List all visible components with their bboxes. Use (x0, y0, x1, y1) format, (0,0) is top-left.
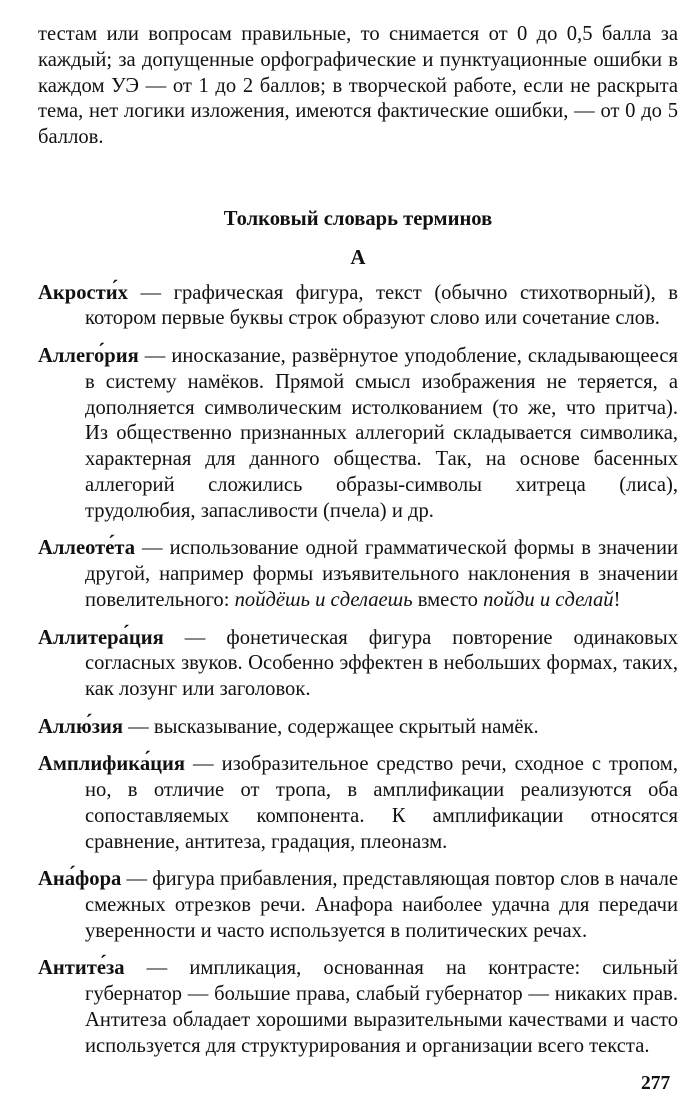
entry-term: Акрости́х (38, 281, 128, 304)
page-number: 277 (641, 1073, 671, 1094)
entry-example: пойдёшь и сделаешь (234, 588, 413, 611)
section-title: Толковый словарь терминов (223, 207, 493, 230)
entry-definition: — фонетическая фигура повторение одинаковых согласных звуков. Особенно эффектен в небольших формах, таких, как лозунг или заголовок. (85, 626, 678, 701)
entry-definition: — графическая фигура, текст (обычно стихотворный), в котором первые буквы строк образуют слово или сочетание слов. (85, 281, 678, 330)
entry-definition: — иносказание, развёрнутое уподобление, складывающееся в систему намёков. Прямой смысл изображения не теряется, а дополняется символическим истолкованием (то же, что притча). Из общественно признанных аллегорий складывается символика, характерная для данного общества. Так, на основе басенных аллегорий сложились образы-символы хитреца (лиса), трудолюбия, запасливости (пчела) и др. (85, 344, 678, 522)
glossary-entry-allyuziya (38, 715, 678, 741)
entry-term: Ана́фора (38, 868, 122, 891)
entry-term: Аллего́рия (38, 344, 139, 367)
entry-term: Антите́за (38, 957, 125, 980)
entry-term: Амплифика́ция (38, 753, 186, 776)
entry-definition: — фигура прибавления, представляющая повтор слов в начале смежных отрезков речи. Анафора наиболее удачна для передачи уверенности и часто используется в политических речах. (85, 868, 678, 942)
entry-definition: — изобразительное средство речи, сходное с тропом, но, в отличие от тропа, в амплификации реализуются оба сопоставляемых компонента. К амплификации относятся сравнение, антитеза, градация, плеоназм. (85, 753, 678, 853)
document-page (38, 22, 678, 1071)
entry-term: Аллитера́ция (38, 626, 164, 649)
glossary-entry-antiteza (38, 956, 678, 1059)
glossary-entry-amplifikatsiya (38, 752, 678, 855)
glossary-entry-allitератsiya (38, 626, 678, 703)
entry-definition: — импликация, основанная на контрасте: сильный губернатор — большие права, слабый губернатор — никаких прав. Антитеза обладает хорошими выразительными качествами и часто используется для структурирования и организации всего текста. (85, 957, 678, 1057)
intro-paragraph: тестам или вопросам правильные, то снимается от 0 до 0,5 балла за каждый; за допущенные орфографические и пунктуационные ошибки в каждом УЭ — от 1 до 2 баллов; в творческой работе, если не раскрыта тема, нет логики изложения, имеются фактические ошибки, — от 0 до 5 баллов. (38, 23, 678, 149)
entry-end: ! (613, 588, 621, 611)
entry-definition: — высказывание, содержащее скрытый намёк. (123, 715, 539, 738)
letter-heading: А (350, 244, 366, 269)
entry-definition: — использование одной грамматической формы в значении другой, например формы изъявительного наклонения в значении повелительного: (85, 537, 678, 611)
glossary-entry-allegoriya (38, 344, 678, 525)
entry-connector: вместо (412, 588, 484, 611)
entry-term: Аллю́зия (38, 715, 123, 738)
entry-example: пойди и сделай (483, 588, 614, 611)
glossary-entry-akrostikh (38, 281, 678, 333)
glossary-entry-anafora (38, 867, 678, 944)
glossary-entry-alleoteta (38, 536, 678, 613)
entry-term: Аллеоте́та (38, 537, 136, 560)
